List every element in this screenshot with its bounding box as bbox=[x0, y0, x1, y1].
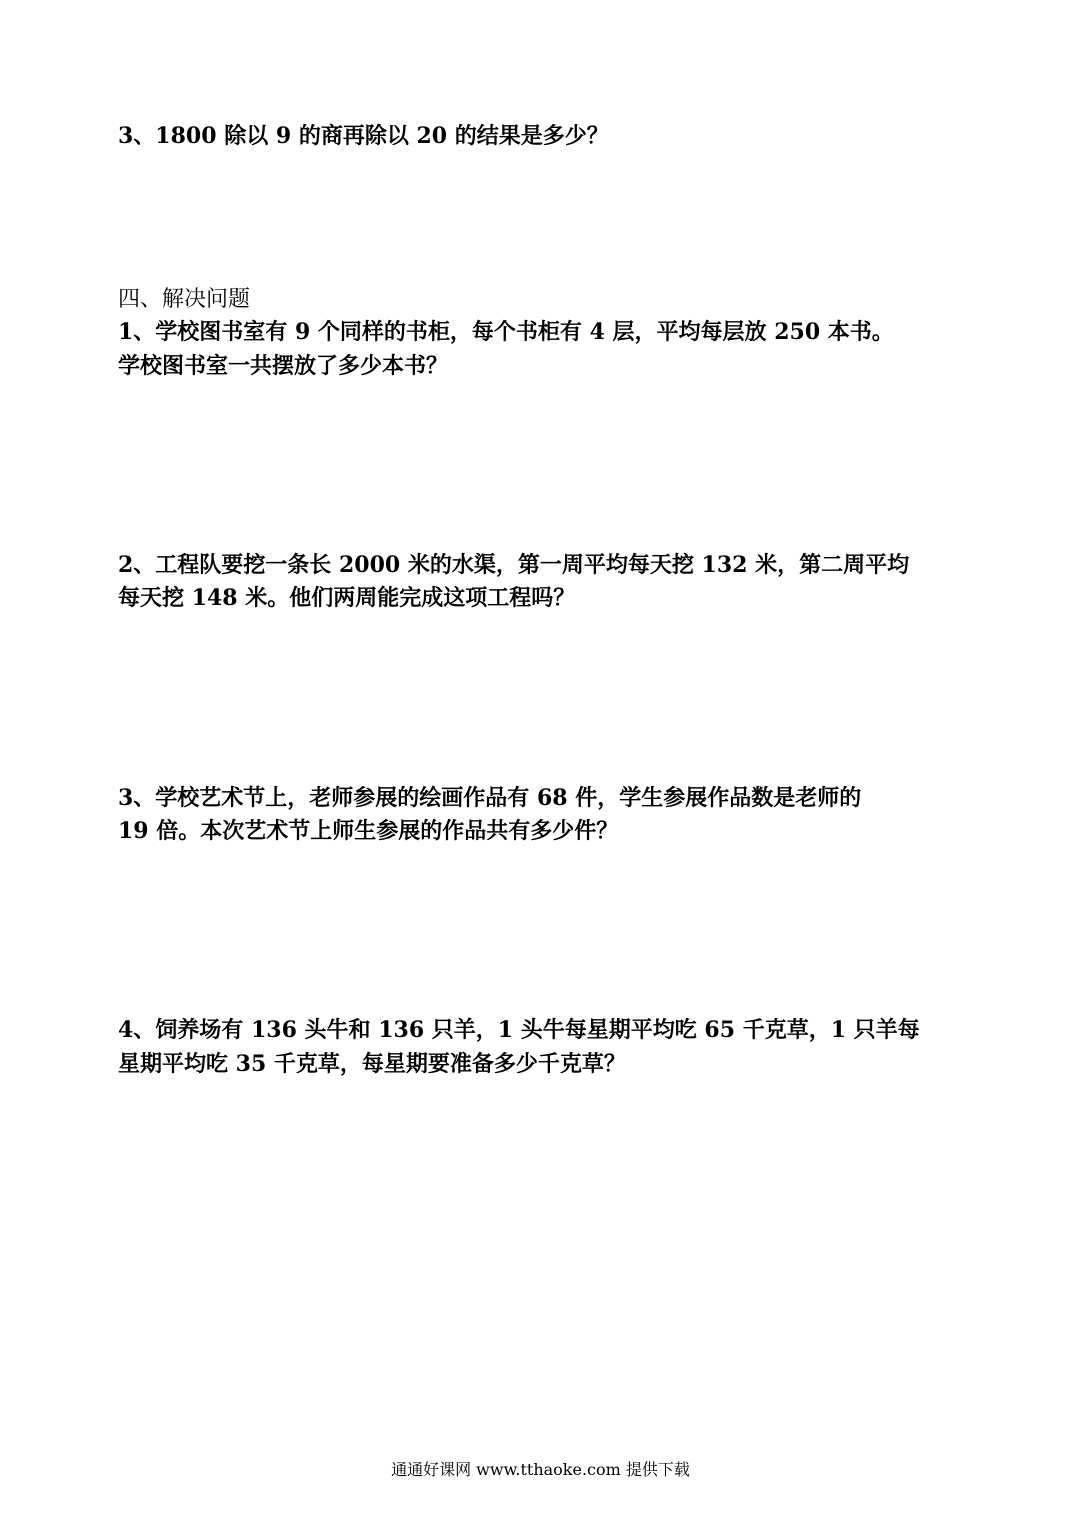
footer-source-note: 通通好课网 www.tthaoke.com 提供下载 bbox=[391, 1460, 690, 1479]
problem-2-line-1: 2、工程队要挖一条长 2000 米的水渠，第一周平均每天挖 132 米，第二周平均 bbox=[118, 552, 910, 578]
problem-1-line-1: 1、学校图书室有 9 个同样的书柜，每个书柜有 4 层，平均每层放 250 本书。 bbox=[118, 319, 894, 345]
problem-1-line-2: 学校图书室一共摆放了多少本书？ bbox=[118, 353, 449, 379]
problem-2-line-2: 每天挖 148 米。他们两周能完成这项工程吗？ bbox=[118, 585, 576, 611]
question-3-calculation: 3、1800 除以 9 的商再除以 20 的结果是多少？ bbox=[118, 123, 609, 149]
section-4-heading: 四、解决问题 bbox=[118, 287, 251, 312]
problem-4-line-2: 星期平均吃 35 千克草，每星期要准备多少千克草？ bbox=[118, 1051, 626, 1077]
problem-4-line-1: 4、饲养场有 136 头牛和 136 只羊，1 头牛每星期平均吃 65 千克草，1 只羊每 bbox=[118, 1017, 920, 1043]
problem-3-line-1: 3、学校艺术节上，老师参展的绘画作品有 68 件，学生参展作品数是老师的 bbox=[118, 785, 862, 811]
problem-3-line-2: 19 倍。本次艺术节上师生参展的作品共有多少件？ bbox=[118, 818, 619, 844]
